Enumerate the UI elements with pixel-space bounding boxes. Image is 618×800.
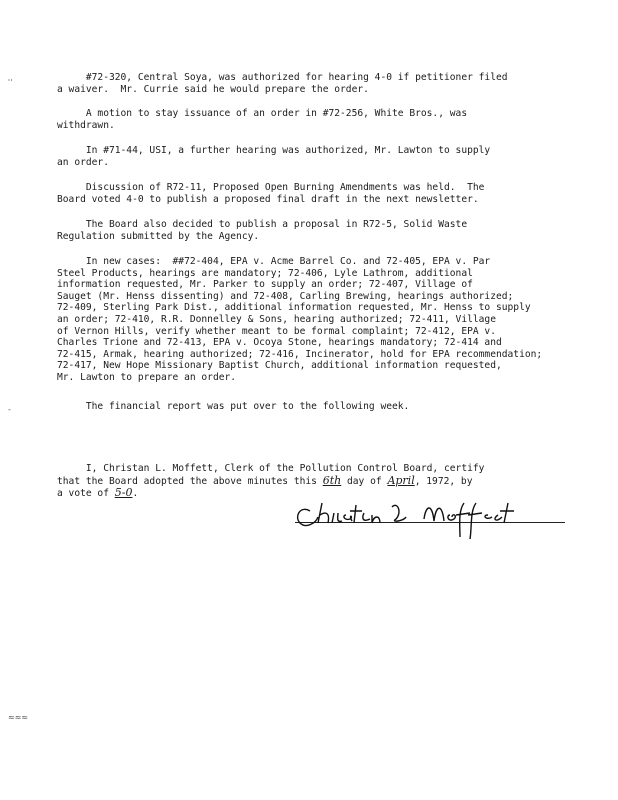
certification-line-1: I, Christan L. Moffett, Clerk of the Pollution Control Board, certify: [57, 463, 485, 474]
margin-mark-top: ʿʿ: [8, 78, 13, 87]
paragraph-white-bros: A motion to stay issuance of an order in #72-256, White Bros., was withdrawn.: [57, 108, 468, 131]
certified-month: April: [387, 473, 415, 487]
paragraph-new-cases: In new cases: ##72-404, EPA v. Acme Barrel Co. and 72-405, EPA v. Par Steel Products, hearings are mandatory; 72-406, Lyle Lathrom, additional information requested, Mr. Parker to supply an order; 72-407, Village of Sauget (Mr. Henss dissenting) and 72-408, Carling Brewing, hearings authorized; 72-409, Sterling Park Dist., additional information requested, Mr. Henss to supply an order; 72-410, R.R. Donnelley & Sons, hearing authorized; 72-411, Village of Vernon Hills, verify whether meant to be formal complaint; 72-412, EPA v. Charles Trione and 72-413, EPA v. Ocoya Stone, hearings mandatory; 72-414 and 72-415, Armak, hearing authorized; 72-416, Incinerator, hold for EPA recommendation; 72-417, New Hope Missionary Baptist Church, additional information requested, Mr. Lawton to prepare an order.: [57, 256, 543, 383]
paragraph-central-soya: #72-320, Central Soya, was authorized for hearing 4-0 if petitioner filed a waiver. Mr. Currie said he would prepare the order.: [57, 72, 508, 95]
paragraph-open-burning: Discussion of R72-11, Proposed Open Burning Amendments was held. The Board voted 4-0 to publish a proposed final draft in the next newsletter.: [57, 182, 485, 205]
margin-mark-bottom: ≈≈≈: [8, 713, 29, 722]
paragraph-financial-report: The financial report was put over to the following week.: [57, 401, 410, 412]
certified-vote: 5-0: [114, 486, 133, 500]
paragraph-solid-waste: The Board also decided to publish a proposal in R72-5, Solid Waste Regulation submitted by the Agency.: [57, 219, 468, 242]
certification-block: I, Christan L. Moffett, Clerk of the Pollution Control Board, certify that the Board adopted the above minutes this 6th day of April, 1972, by a vote of 5-0.: [57, 463, 485, 500]
certified-day: 6th: [322, 473, 342, 487]
margin-mark-middle: -: [8, 405, 11, 414]
handwritten-signature: [292, 497, 562, 547]
paragraph-usi: In #71-44, USI, a further hearing was authorized, Mr. Lawton to supply an order.: [57, 145, 491, 168]
